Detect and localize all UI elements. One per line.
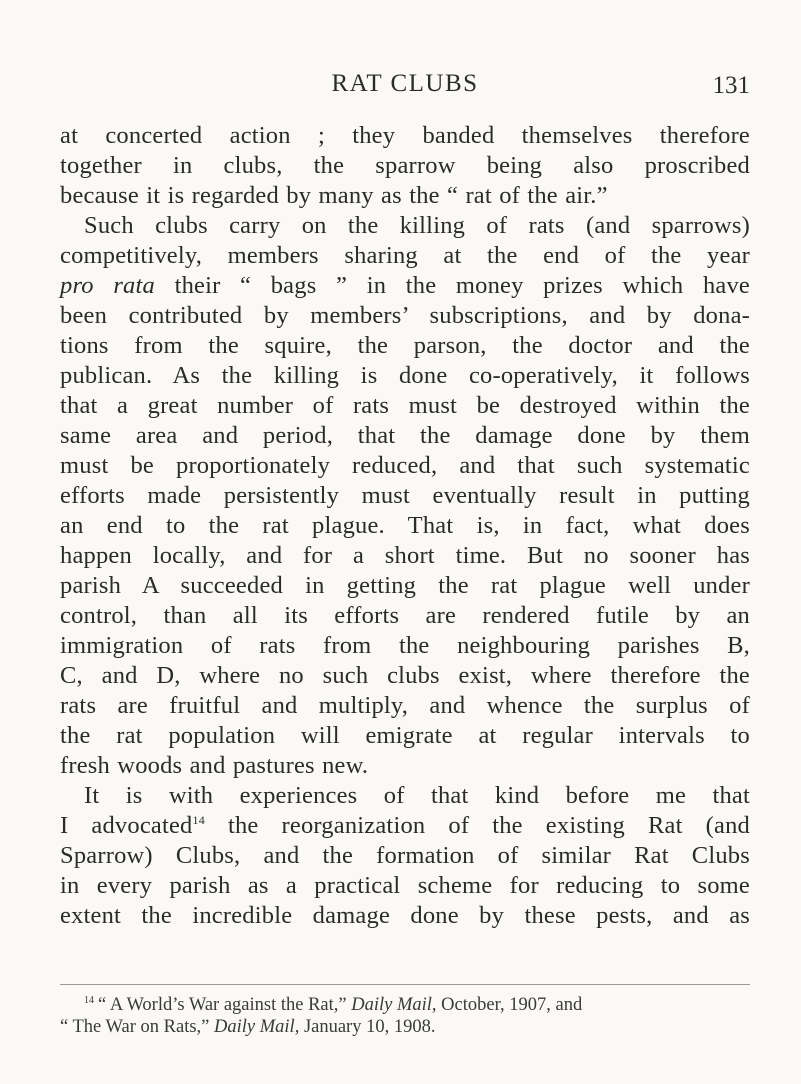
text-fragment: , October, 1907, and	[431, 995, 583, 1015]
text-line: fresh woods and pastures new.	[60, 752, 369, 779]
text-line: must be proportionately reduced, and that such systematic	[60, 452, 750, 479]
text-line: parish A succeeded in getting the rat plague well under	[60, 572, 750, 599]
text-line: been contributed by members’ subscriptions, and by dona-	[60, 302, 750, 329]
text-fragment: “ The War on Rats,”	[60, 1017, 215, 1037]
footnotes	[60, 994, 750, 1038]
footnote-reference[interactable]: 14	[192, 813, 205, 827]
text-line: efforts made persistently must eventually result in putting	[60, 482, 750, 509]
text-line: control, than all its efforts are rendered futile by an	[60, 602, 750, 629]
text-fragment: their “ bags ” in the money prizes which have	[154, 272, 750, 299]
text-line	[60, 811, 750, 841]
text-line	[60, 271, 750, 301]
footnote-line	[60, 1016, 750, 1038]
paragraph-start: Such clubs carry on the killing of rats (and sparrows)	[84, 212, 750, 239]
text-line: publican. As the killing is done co-operatively, it follows	[60, 362, 750, 389]
paragraph-start: It is with experiences of that kind before me that	[84, 782, 750, 809]
text-fragment: , January 10, 1908.	[294, 1017, 436, 1037]
text-line: at concerted action ; they banded themselves therefore	[60, 122, 750, 149]
footnote-line	[60, 994, 750, 1016]
text-line: because it is regarded by many as the “ rat of the air.”	[60, 182, 608, 209]
text-line: rats are fruitful and multiply, and whence the surplus of	[60, 692, 750, 719]
body-text	[60, 121, 750, 931]
text-line: immigration of rats from the neighbouring parishes B,	[60, 632, 750, 659]
text-line: the rat population will emigrate at regular intervals to	[60, 722, 750, 749]
publication-title: Daily Mail	[214, 1017, 295, 1037]
text-fragment: the reorganization of the existing Rat (and	[204, 812, 750, 839]
footnote-divider	[60, 984, 750, 985]
running-head: RAT CLUBS	[331, 70, 479, 97]
text-line: happen locally, and for a short time. But no sooner has	[60, 542, 750, 569]
text-line: tions from the squire, the parson, the doctor and the	[60, 332, 750, 359]
page-header	[60, 62, 750, 102]
italic-phrase: pro rata	[60, 272, 155, 299]
page-number: 131	[712, 72, 750, 99]
text-line: C, and D, where no such clubs exist, where therefore the	[60, 662, 750, 689]
footnote-marker: 14	[84, 995, 94, 1006]
text-line: that a great number of rats must be destroyed within the	[60, 392, 750, 419]
text-line: in every parish as a practical scheme for reducing to some	[60, 872, 750, 899]
publication-title: Daily Mail	[351, 995, 432, 1015]
text-line: Sparrow) Clubs, and the formation of similar Rat Clubs	[60, 842, 750, 869]
text-line: an end to the rat plague. That is, in fact, what does	[60, 512, 750, 539]
text-fragment: “ A World’s War against the Rat,”	[98, 995, 352, 1015]
text-line: competitively, members sharing at the end of the year	[60, 242, 750, 269]
text-line: same area and period, that the damage done by them	[60, 422, 750, 449]
text-line: extent the incredible damage done by these pests, and as	[60, 902, 750, 929]
text-line: together in clubs, the sparrow being also proscribed	[60, 152, 750, 179]
text-fragment: I advocated	[60, 812, 193, 839]
